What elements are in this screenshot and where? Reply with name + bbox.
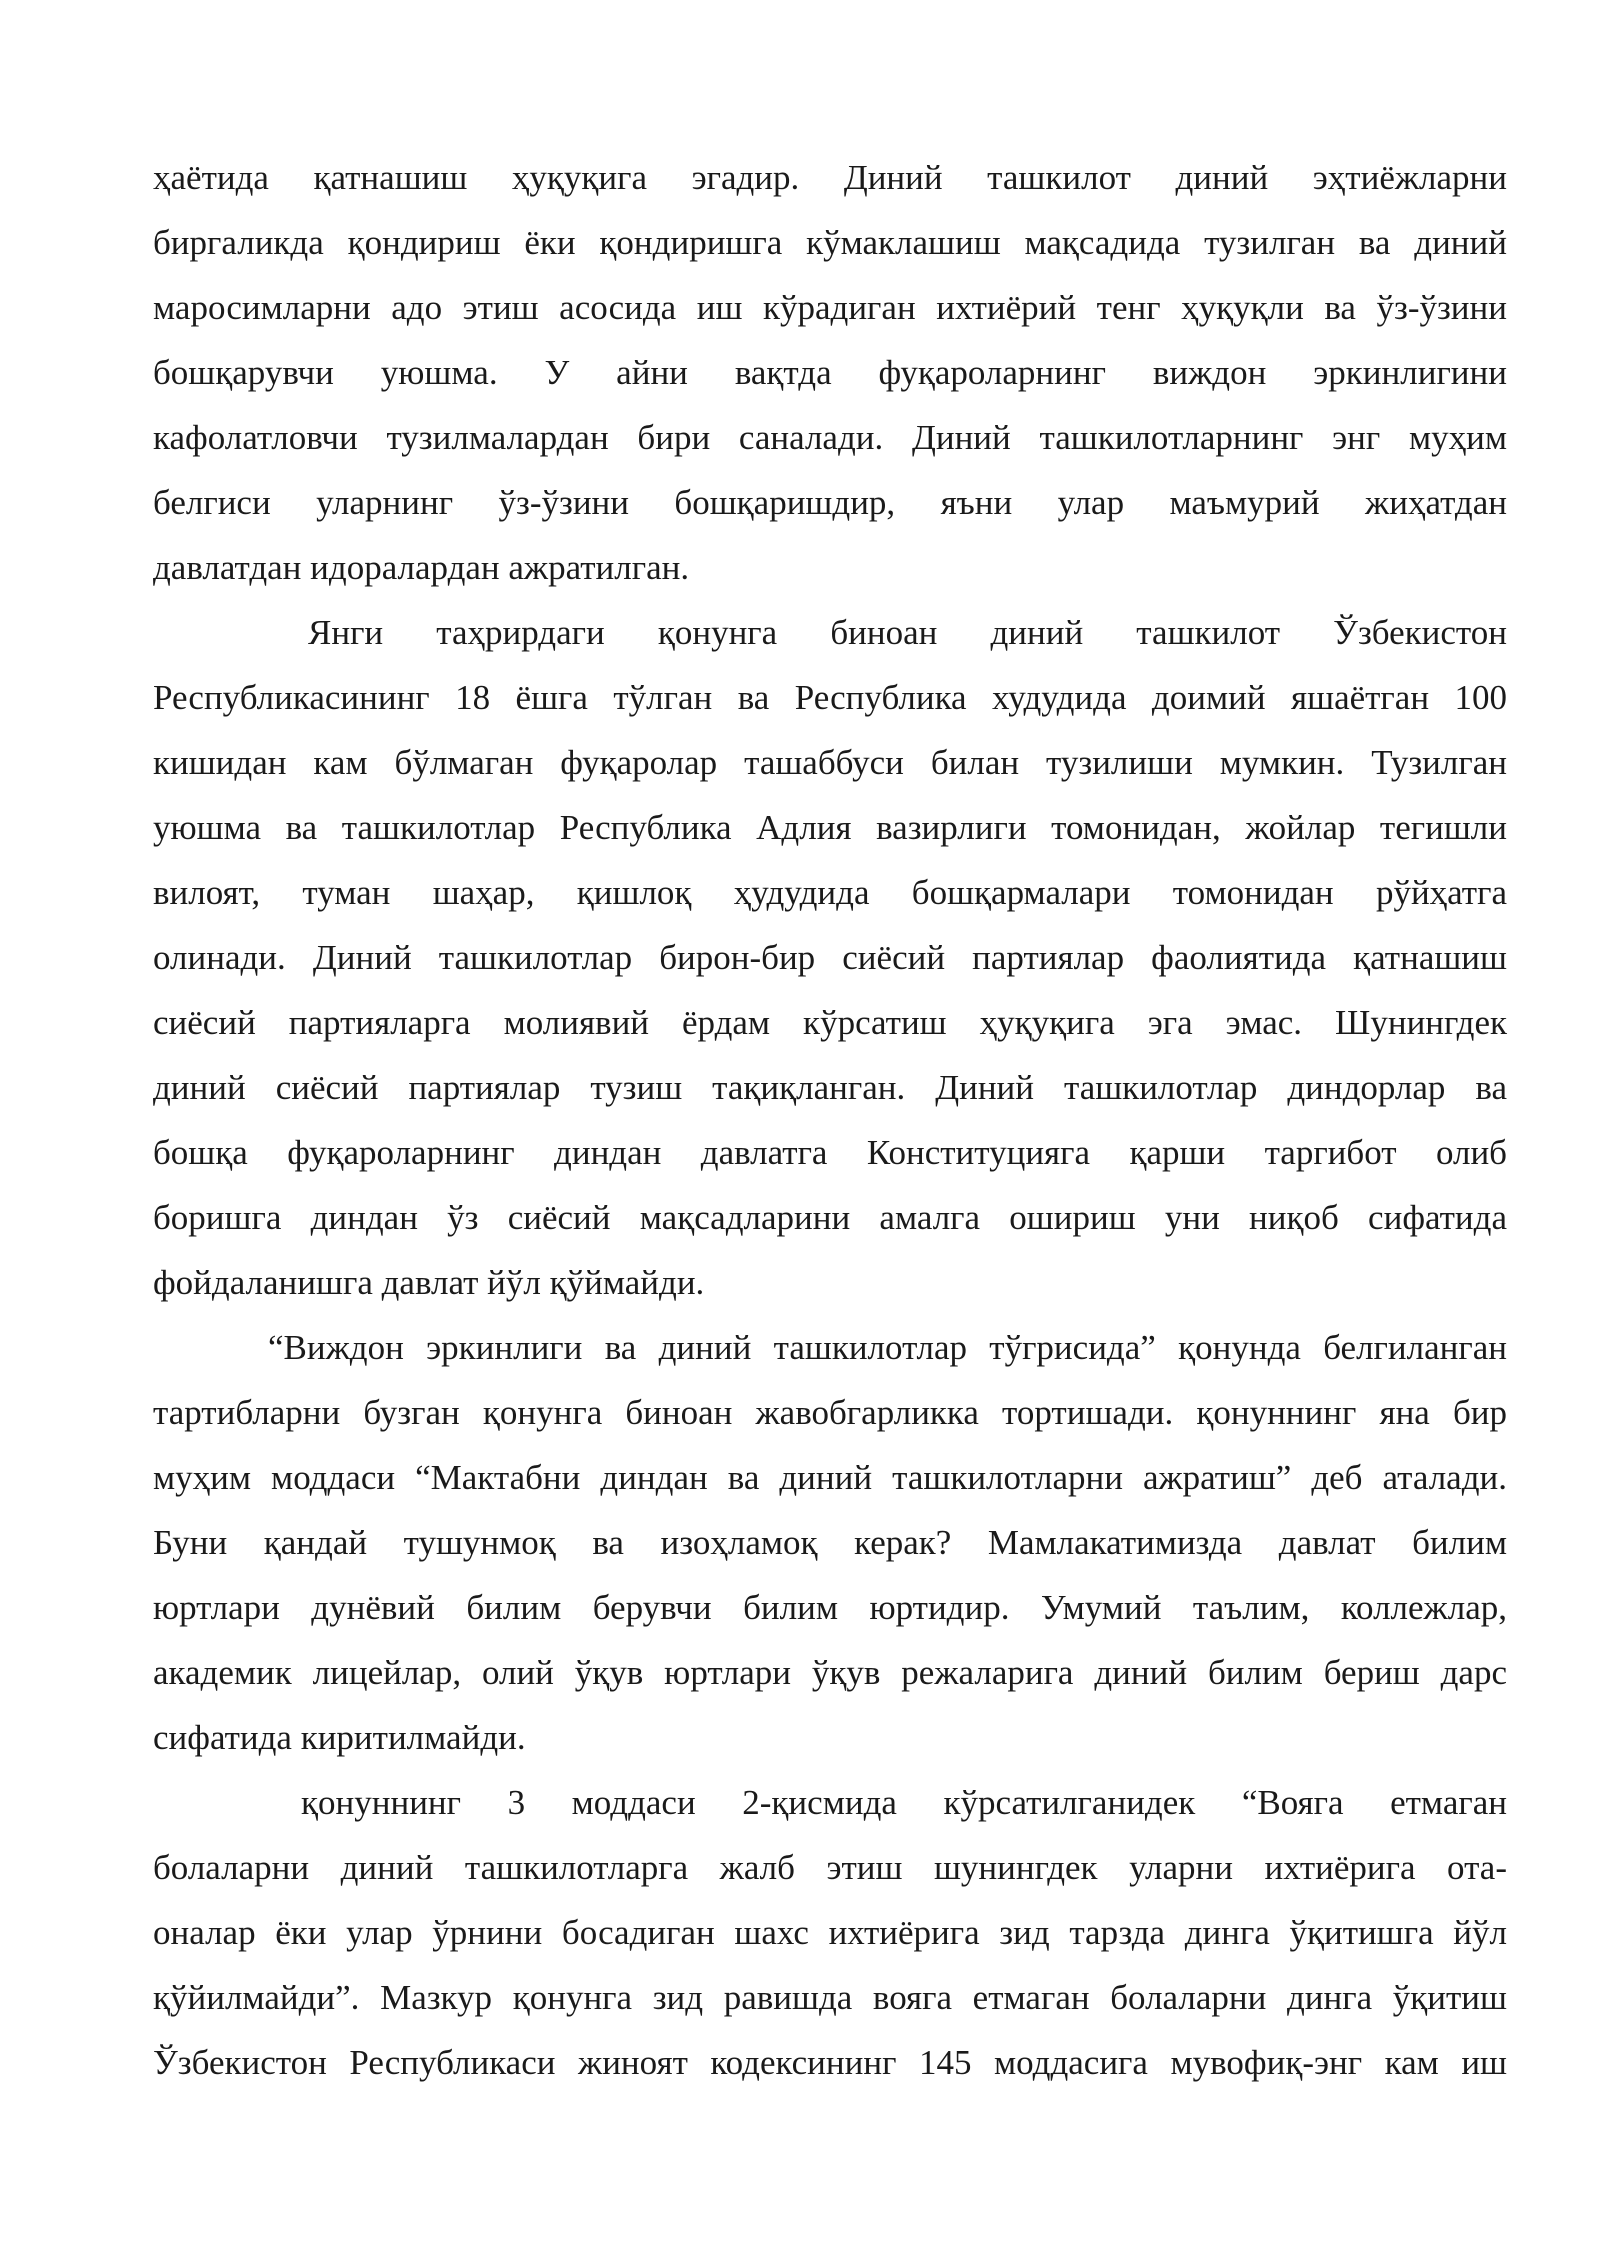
paragraph: [153, 145, 1507, 600]
text-line: қонуннинг 3 моддаси 2-қисмида кўрсатилганидек “Вояга етмаган: [301, 1783, 1507, 1822]
text-line: оналар ёки улар ўрнини босадиган шахс ихтиёрига зид тарзда динга ўқитишга йўл: [153, 1913, 1507, 1952]
text-line: фойдаланишга давлат йўл қўймайди.: [153, 1263, 705, 1302]
text-line: болаларни диний ташкилотларга жалб этиш шунингдек уларни ихтиёрига ота-: [153, 1848, 1507, 1887]
text-line: Ўзбекистон Республикаси жиноят кодексининг 145 моддасига мувофиқ-энг кам иш: [153, 2043, 1507, 2082]
text-line: Буни қандай тушунмоқ ва изоҳламоқ керак? Мамлакатимизда давлат билим: [153, 1523, 1507, 1562]
text-line: “Виждон эркинлиги ва диний ташкилотлар тўгрисида” қонунда белгиланган: [268, 1328, 1507, 1367]
text-line: вилоят, туман шаҳар, қишлоқ ҳудудида бошқармалари томонидан рўйҳатга: [153, 873, 1507, 912]
text-line: биргаликда қондириш ёки қондиришга кўмаклашиш мақсадида тузилган ва диний: [153, 223, 1507, 262]
text-line: Республикасининг 18 ёшга тўлган ва Республика худудида доимий яшаётган 100: [153, 678, 1507, 717]
text-line: кишидан кам бўлмаган фуқаролар ташаббуси билан тузилиши мумкин. Тузилган: [153, 743, 1507, 782]
text-line: боришга диндан ўз сиёсий мақсадларини амалга ошириш уни ниқоб сифатида: [153, 1198, 1507, 1237]
text-line: академик лицейлар, олий ўқув юртлари ўқув режаларига диний билим бериш дарс: [153, 1653, 1507, 1692]
text-line: сиёсий партияларга молиявий ёрдам кўрсатиш ҳуқуқига эга эмас. Шунингдек: [153, 1003, 1507, 1042]
document-page: [153, 145, 1507, 2095]
text-line: олинади. Диний ташкилотлар бирон-бир сиёсий партиялар фаолиятида қатнашиш: [153, 938, 1507, 977]
text-line: давлатдан идоралардан ажратилган.: [153, 548, 690, 587]
text-line: уюшма ва ташкилотлар Республика Адлия вазирлиги томонидан, жойлар тегишли: [153, 808, 1507, 847]
text-line: сифатида киритилмайди.: [153, 1718, 526, 1757]
text-line: қўйилмайди”. Мазкур қонунга зид равишда вояга етмаган болаларни динга ўқитиш: [153, 1978, 1507, 2017]
text-line: кафолатловчи тузилмалардан бири саналади. Диний ташкилотларнинг энг муҳим: [153, 418, 1507, 457]
text-line: Янги таҳрирдаги қонунга биноан диний ташкилот Ўзбекистон: [308, 613, 1507, 652]
text-line: бошқа фуқароларнинг диндан давлатга Конституцияга қарши таргибот олиб: [153, 1133, 1507, 1172]
text-line: белгиси уларнинг ўз-ўзини бошқаришдир, яъни улар маъмурий жиҳатдан: [153, 483, 1507, 522]
text-line: диний сиёсий партиялар тузиш тақиқланган. Диний ташкилотлар диндорлар ва: [153, 1068, 1507, 1107]
paragraph: [153, 1315, 1507, 1770]
text-line: муҳим моддаси “Мактабни диндан ва диний ташкилотларни ажратиш” деб аталади.: [153, 1458, 1507, 1497]
paragraph: [153, 600, 1507, 1315]
text-line: юртлари дунёвий билим берувчи билим юртидир. Умумий таълим, коллежлар,: [153, 1588, 1507, 1627]
text-line: тартибларни бузган қонунга биноан жавобгарликка тортишади. қонуннинг яна бир: [153, 1393, 1507, 1432]
text-line: маросимларни адо этиш асосида иш кўрадиган ихтиёрий тенг ҳуқуқли ва ўз-ўзини: [153, 288, 1507, 327]
paragraph: [153, 1770, 1507, 2095]
text-line: ҳаётида қатнашиш ҳуқуқига эгадир. Диний ташкилот диний эҳтиёжларни: [153, 158, 1507, 197]
text-line: бошқарувчи уюшма. У айни вақтда фуқароларнинг виждон эркинлигини: [153, 353, 1507, 392]
